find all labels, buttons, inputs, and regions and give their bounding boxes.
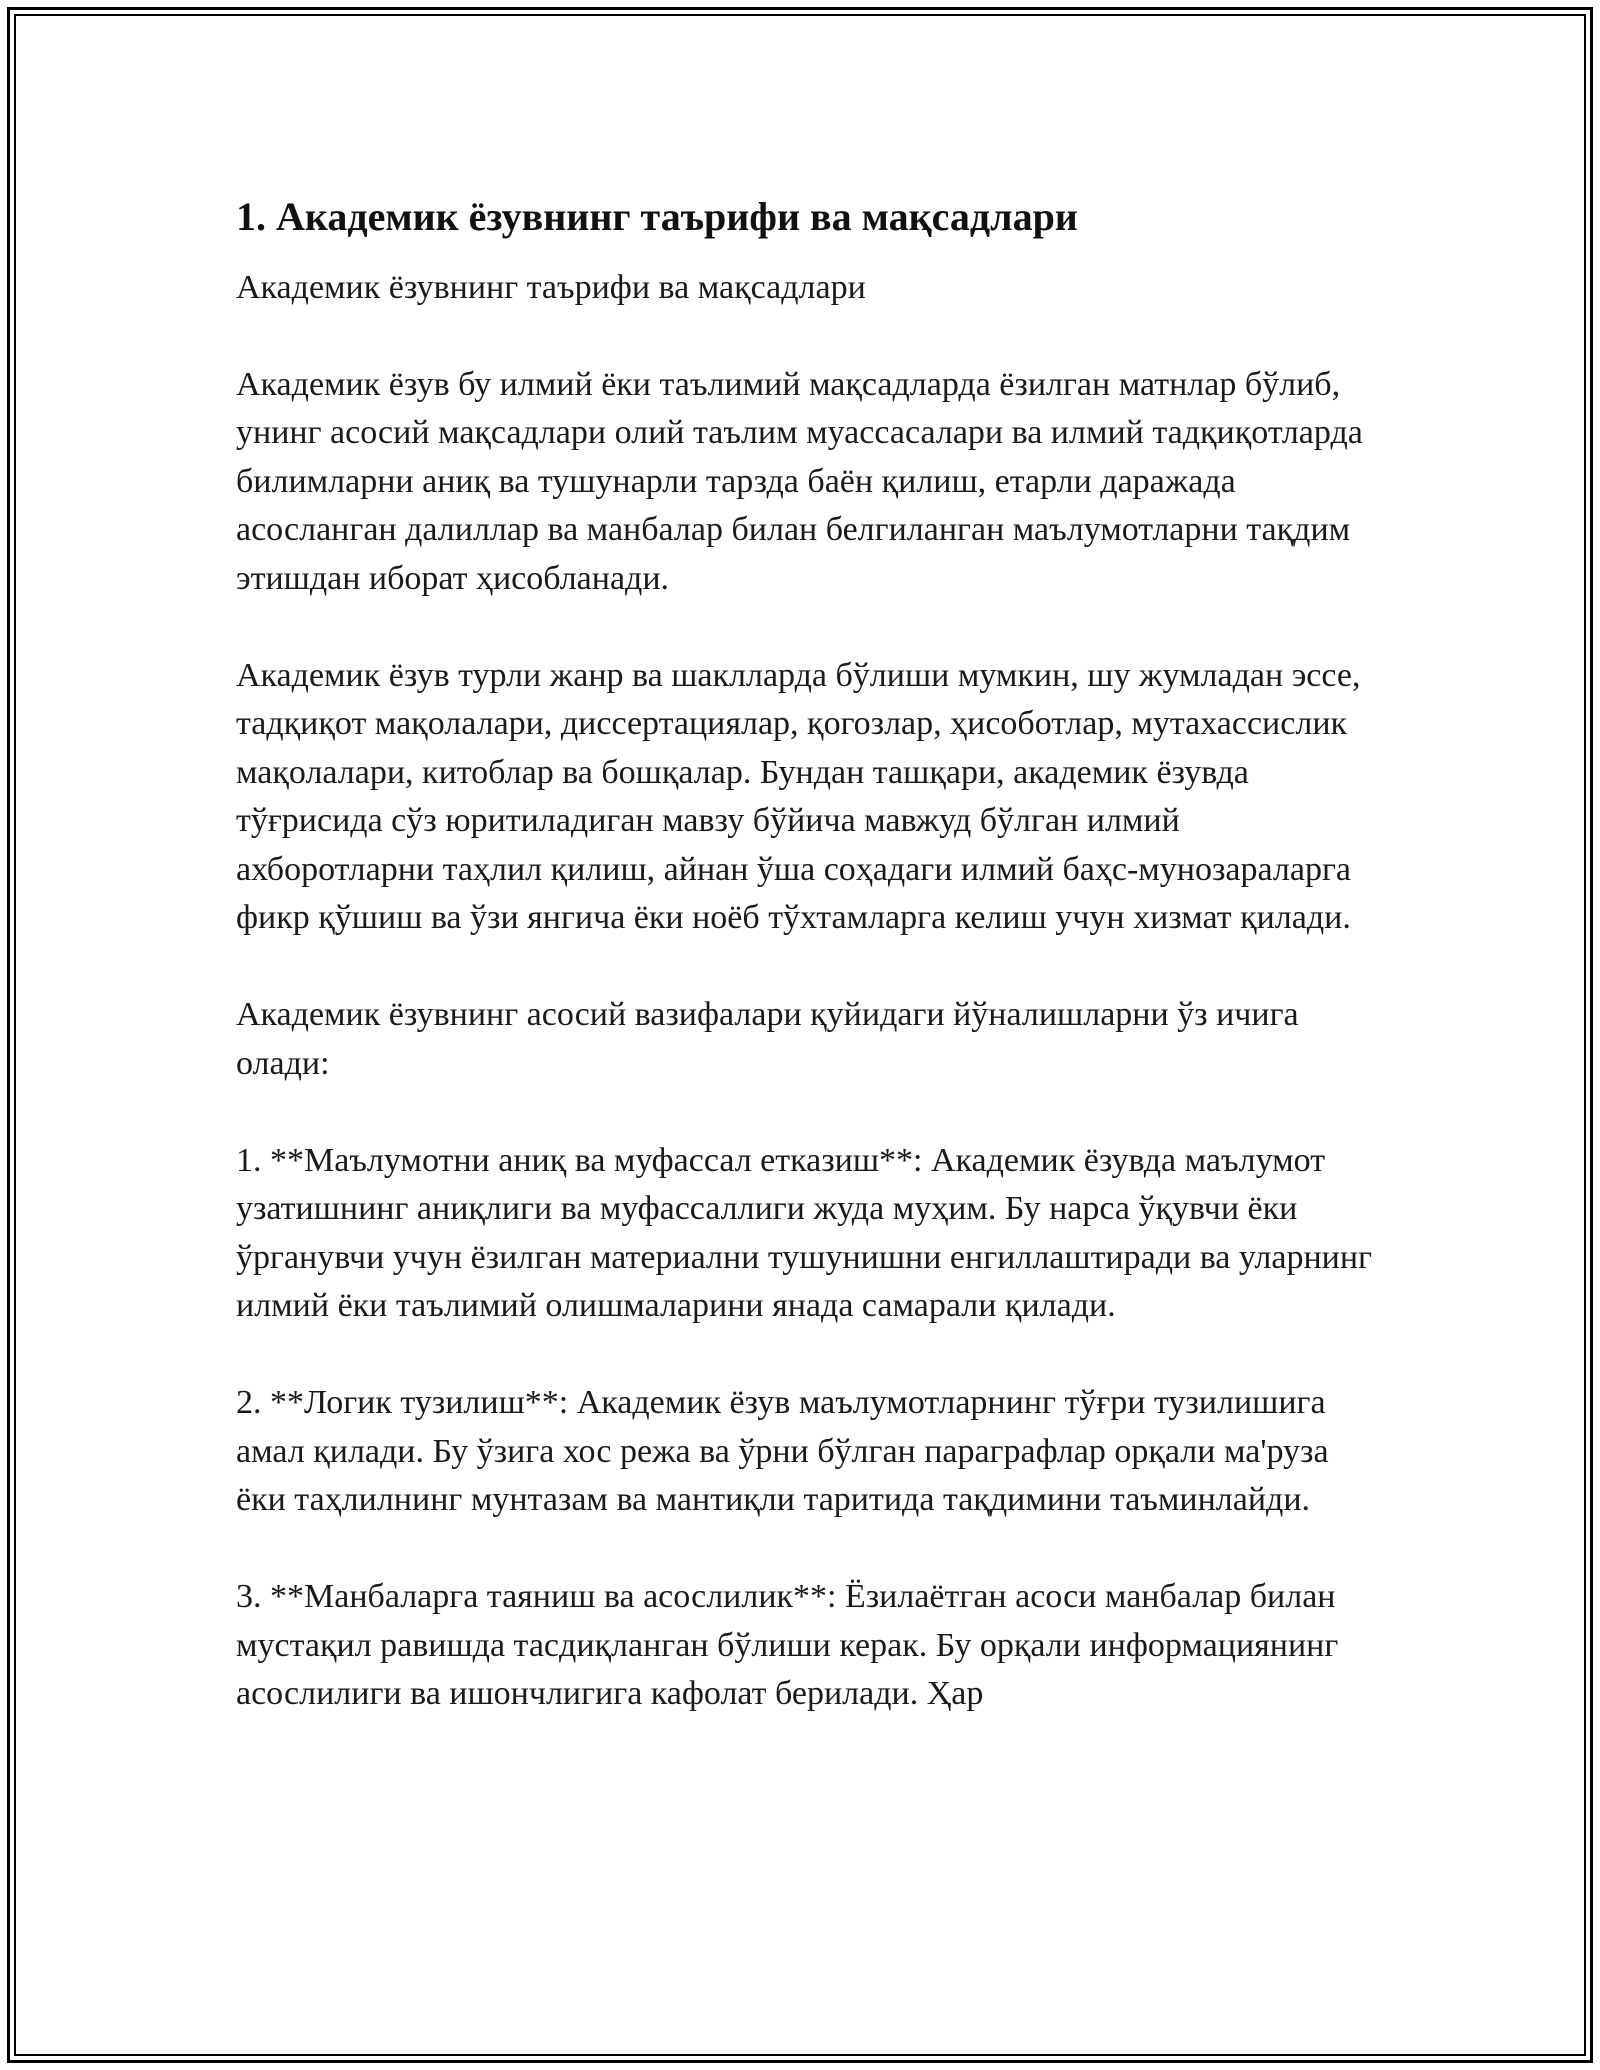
section-heading: 1. Академик ёзувнинг таърифи ва мақсадлари	[236, 194, 1078, 239]
section-subtitle: Академик ёзувнинг таърифи ва мақсадлари	[236, 269, 866, 306]
paragraph-definition: Академик ёзув бу илмий ёки таълимий мақсадларда ёзилган матнлар бўлиб, унинг асосий мақсадлари олий таълим муассасалари ва илмий тадқиқотларда билимларни аниқ ва тушунарли тарзда баён қилиш, етарли даражада асосланган далиллар ва манбалар билан белгиланган маълумотларни тақдим этишдан иборат ҳисобланади.	[236, 365, 1363, 597]
document-body	[236, 190, 1376, 1767]
list-item-precision: 1. **Маълумотни аниқ ва муфассал етказиш**: Академик ёзувда маълумот узатишнинг аниқлиги ва муфассаллиги жуда муҳим. Бу нарса ўқувчи ёки ўрганувчи учун ёзилган материални тушунишни енгиллаштиради ва уларнинг илмий ёки таълимий олишмаларини янада самарали қилади.	[236, 1141, 1372, 1324]
paragraph-functions-intro: Академик ёзувнинг асосий вазифалари қуйидаги йўналишларни ўз ичига олади:	[236, 996, 1299, 1082]
list-item-logical-structure: 2. **Логик тузилиш**: Академик ёзув маълумотларнинг тўғри тузилишига амал қилади. Бу ўзига хос режа ва ўрни бўлган параграфлар орқали ма'руза ёки таҳлилнинг мунтазам ва мантиқли таритида тақдимини таъминлайди.	[236, 1384, 1329, 1518]
list-item-sources: 3. **Манбаларга таяниш ва асослилик**: Ёзилаётган асоси манбалар билан мустақил равишда тасдиқланган бўлиши керак. Бу орқали информациянинг асослилиги ва ишончлигига кафолат берилади. Ҳар	[236, 1578, 1339, 1712]
paragraph-genres: Академик ёзув турли жанр ва шаклларда бўлиши мумкин, шу жумладан эссе, тадқиқот мақолалари, диссертациялар, қогозлар, ҳисоботлар, мутахассислик мақолалари, китоблар ва бошқалар. Бундан ташқари, академик ёзувда тўғрисида сўз юритиладиган мавзу бўйича мавжуд бўлган илмий ахборотларни таҳлил қилиш, айнан ўша соҳадаги илмий баҳс-мунозараларга фикр қўшиш ва ўзи янгича ёки ноёб тўхтамларга келиш учун хизмат қилади.	[236, 656, 1361, 936]
